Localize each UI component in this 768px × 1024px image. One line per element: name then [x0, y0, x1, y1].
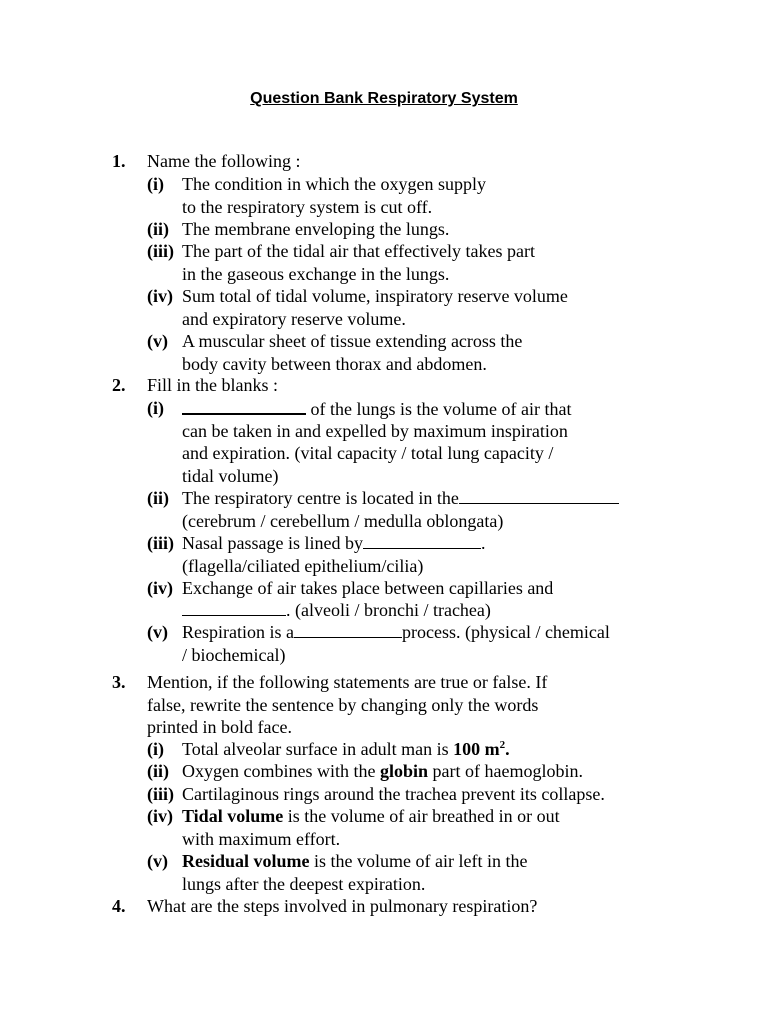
- item-text: (cerebrum / cerebellum / medulla oblongata): [182, 511, 504, 531]
- blank-line: [363, 532, 481, 549]
- item-numeral: (v): [147, 851, 168, 871]
- question-number: 1.: [112, 151, 126, 171]
- question-prompt: false, rewrite the sentence by changing only the words: [147, 695, 539, 715]
- question-prompt: printed in bold face.: [147, 717, 292, 737]
- question-number: 2.: [112, 375, 126, 395]
- item-text: with maximum effort.: [182, 829, 341, 849]
- question-prompt: Fill in the blanks :: [147, 375, 279, 395]
- item-numeral: (iv): [147, 286, 173, 306]
- item-text: Residual volume is the volume of air left in the: [182, 851, 528, 871]
- item-numeral: (ii): [147, 219, 169, 239]
- question-number: 3.: [112, 672, 126, 692]
- page-title: Question Bank Respiratory System: [250, 90, 518, 107]
- item-text: A muscular sheet of tissue extending across the: [182, 331, 523, 351]
- item-text: (flagella/ciliated epithelium/cilia): [182, 556, 424, 576]
- item-text: Nasal passage is lined by .: [182, 533, 486, 553]
- item-text: / biochemical): [182, 645, 286, 665]
- item-numeral: (iii): [147, 784, 174, 804]
- item-text: in the gaseous exchange in the lungs.: [182, 264, 450, 284]
- item-text: and expiration. (vital capacity / total lung capacity /: [182, 443, 554, 463]
- item-text: Sum total of tidal volume, inspiratory reserve volume: [182, 286, 568, 306]
- item-numeral: (i): [147, 174, 164, 194]
- item-numeral: (v): [147, 622, 168, 642]
- question-prompt: Name the following :: [147, 151, 301, 171]
- item-text: body cavity between thorax and abdomen.: [182, 354, 487, 374]
- item-numeral: (i): [147, 739, 164, 759]
- blank-line: [182, 599, 286, 616]
- item-text: The membrane enveloping the lungs.: [182, 219, 450, 239]
- item-text: Exchange of air takes place between capillaries and: [182, 578, 554, 598]
- item-text: Respiration is a process. (physical / chemical: [182, 622, 610, 642]
- question-number: 4.: [112, 896, 126, 916]
- item-text: lungs after the deepest expiration.: [182, 874, 426, 894]
- item-numeral: (iv): [147, 578, 173, 598]
- item-text: of the lungs is the volume of air that: [182, 397, 571, 420]
- item-numeral: (v): [147, 331, 168, 351]
- item-text: Tidal volume is the volume of air breathed in or out: [182, 806, 560, 826]
- item-text: can be taken in and expelled by maximum inspiration: [182, 421, 568, 441]
- item-text: The respiratory centre is located in the: [182, 487, 619, 509]
- item-text: to the respiratory system is cut off.: [182, 197, 433, 217]
- item-text: Oxygen combines with the globin part of haemoglobin.: [182, 761, 583, 781]
- question-prompt: What are the steps involved in pulmonary respiration?: [147, 896, 538, 916]
- item-text: . (alveoli / bronchi / trachea): [182, 599, 491, 621]
- item-numeral: (ii): [147, 761, 169, 781]
- blank-line: [459, 487, 619, 504]
- item-numeral: (i): [147, 398, 164, 418]
- question-prompt: Mention, if the following statements are true or false. If: [147, 672, 548, 692]
- item-text: The condition in which the oxygen supply: [182, 174, 486, 194]
- item-text: tidal volume): [182, 466, 279, 486]
- item-numeral: (iii): [147, 533, 174, 553]
- blank-line: [182, 397, 306, 415]
- blank-line: [294, 621, 402, 638]
- item-numeral: (ii): [147, 488, 169, 508]
- item-text: Total alveolar surface in adult man is 100 $m^2$.: [182, 739, 510, 759]
- item-text: and expiratory reserve volume.: [182, 309, 406, 329]
- item-text: Cartilaginous rings around the trachea prevent its collapse.: [182, 784, 605, 804]
- item-numeral: (iv): [147, 806, 173, 826]
- item-text: The part of the tidal air that effectively takes part: [182, 241, 536, 261]
- item-numeral: (iii): [147, 241, 174, 261]
